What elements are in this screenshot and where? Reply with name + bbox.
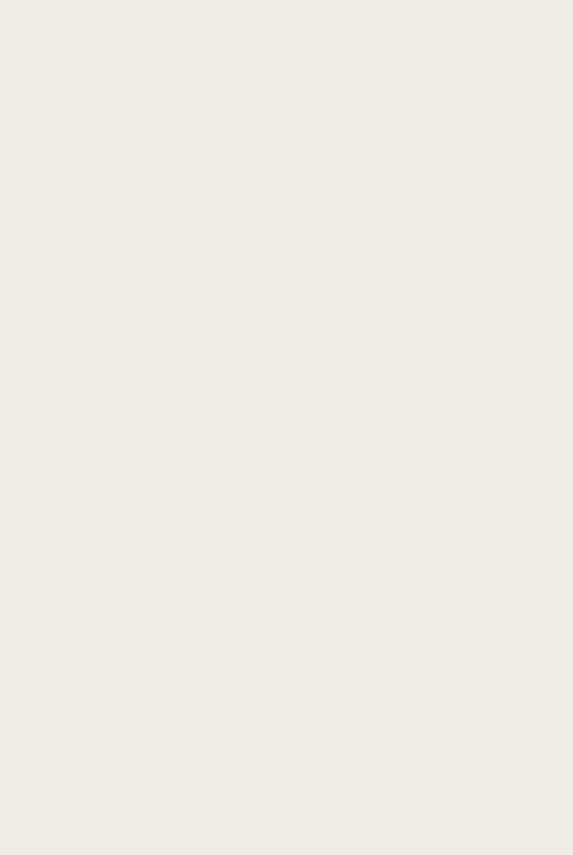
page-header — [0, 0, 573, 14]
